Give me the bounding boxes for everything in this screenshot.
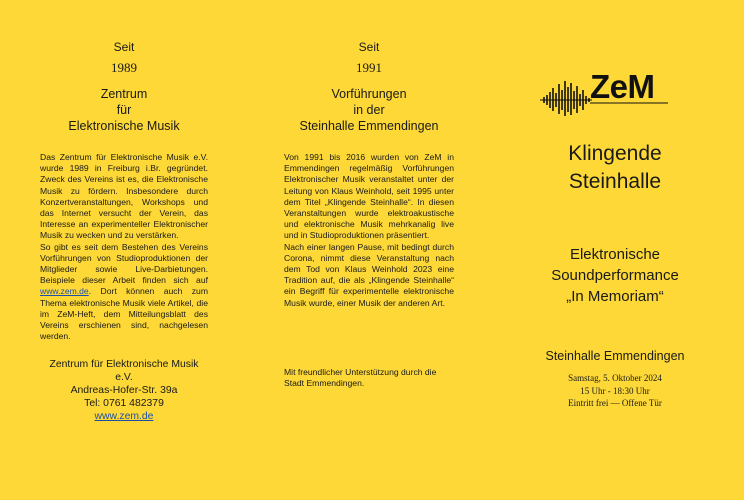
event-subtitle: Elektronische Soundperformance „In Memoriam“ xyxy=(551,246,679,305)
event-entry: Eintritt frei — Offene Tür xyxy=(568,398,662,408)
address-block: Zentrum für Elektronische Musik e.V. Andreas-Hofer-Str. 39a Tel: 0761 482379 www.zem.de xyxy=(40,358,208,423)
year-label: 1989 xyxy=(111,60,137,75)
zem-link[interactable]: www.zem.de xyxy=(40,286,89,297)
event-venue: Steinhalle Emmendingen xyxy=(545,349,685,363)
address-web-link[interactable]: www.zem.de xyxy=(94,411,154,422)
zem-logo xyxy=(540,70,670,118)
year-label: 1991 xyxy=(356,60,382,75)
since-label: Seit xyxy=(113,40,135,54)
zem-description: Das Zentrum für Elektronische Musik e.V. wurde 1989 in Freiburg i.Br. gegründet. Zweck des Vereins ist es, die Elektronische Musik zu fördern. Insbesondere durch Konzertveranstaltungen, Workshops und das Internet versucht der Verein, das Interesse an experimenteller Elektronischer Musik zu wecken und zu verstärken. So gibt es seit dem Bestehen des Vereins Vorführungen von Studioproduktionen der Mitglieder sowie Live-Darbietungen. Beispiele dieser Arbeit finden sich auf www.zem.de. Dort können auch zum Thema elektronische Musik viele Artikel, die im ZeM-Heft, dem Mitteilungsblatt des Vereins erschienen sind, nachgelesen werden. xyxy=(40,152,208,342)
zem-logo-text: ZeM xyxy=(590,68,655,105)
event-date: Samstag, 5. Oktober 2024 xyxy=(568,373,662,383)
history-heading: Vorführungen in der Steinhalle Emmendingen xyxy=(299,87,439,133)
since-label: Seit xyxy=(358,40,380,54)
support-note: Mit freundlicher Unterstützung durch die Stadt Emmendingen. xyxy=(284,367,437,389)
event-details xyxy=(520,372,710,410)
history-description: Von 1991 bis 2016 wurden von ZeM in Emmendingen regelmäßig Vorführungen Elektronischer Musik veranstaltet unter der Leitung von Klaus Weinhold, seit 1995 unter dem Titel „Klingende Steinhalle“. In diesen Veranstaltungen wurde elektroakustische und elektronische Musik mehrkanalig live und in Studioproduktionen präsentiert. Nach einer langen Pause, mit bedingt durch Corona, nimmt diese Veranstaltung nach dem Tod von Klaus Weinhold 2023 eine Tradition auf, die als „Klingende Steinhalle“ ein Begriff für experimentelle elektronische Musik wurde, einer Musik der anderen Art. xyxy=(284,152,454,308)
event-title: Klingende Steinhalle xyxy=(568,142,662,193)
zem-heading: Zentrum für Elektronische Musik xyxy=(68,87,180,133)
event-time: 15 Uhr - 18:30 Uhr xyxy=(580,385,650,396)
